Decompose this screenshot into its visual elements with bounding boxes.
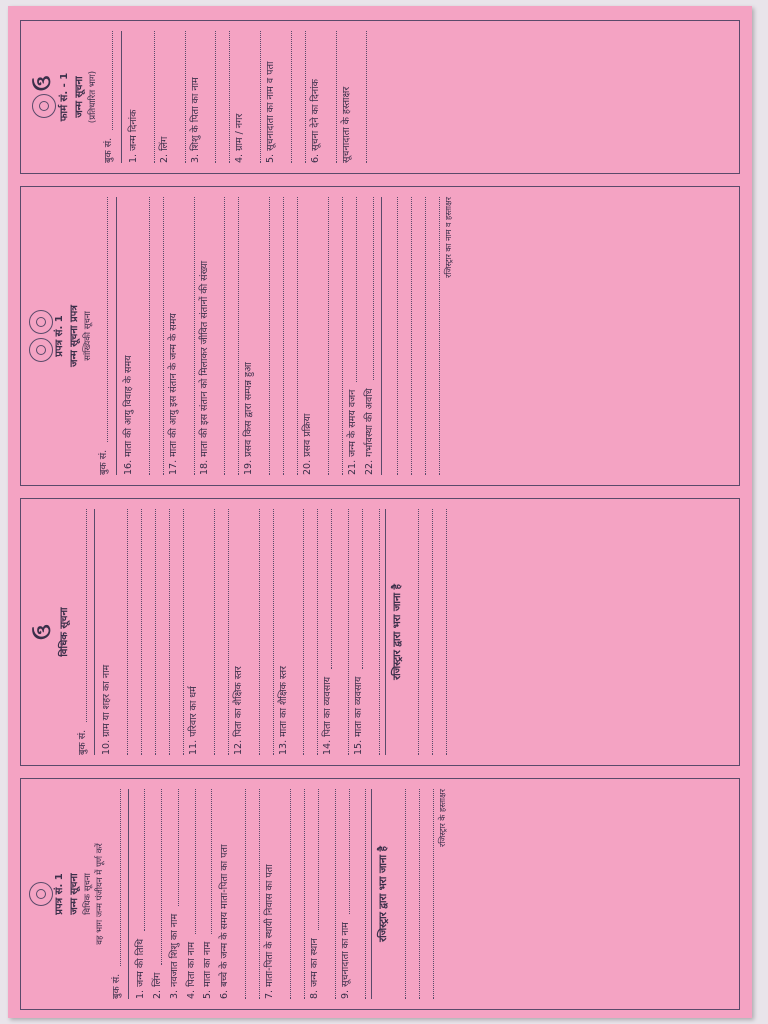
panel3-book-label: बुक सं.: [98, 449, 110, 475]
field-input[interactable]: [318, 197, 329, 475]
field-label: 1. जन्म की तिथि: [135, 938, 147, 999]
field-label: 17. माता की आयु इस संतान के जन्म के समय: [167, 313, 179, 475]
field-input[interactable]: [117, 509, 128, 755]
field-input[interactable]: [325, 789, 336, 999]
panel4-header: [29, 31, 99, 163]
panel1-subtitle: विधिक सूचना: [83, 873, 93, 915]
panel1-header: [29, 789, 107, 999]
panel3-header: [29, 197, 94, 475]
panel-legal-info-2: [20, 498, 740, 766]
field-input[interactable]: [263, 509, 274, 755]
panel1-fields: [134, 789, 366, 999]
field-input[interactable]: [401, 197, 412, 475]
panel4-fields: [127, 31, 367, 163]
panel4-subtitle: (प्रतिधारित भाग): [88, 70, 98, 124]
field-label: 22. गर्भावस्था की अवधि: [363, 388, 375, 475]
field-input[interactable]: [295, 31, 306, 163]
field-input[interactable]: [235, 789, 246, 999]
field-input[interactable]: [175, 31, 186, 163]
form-sheet: [8, 6, 752, 1018]
field-input[interactable]: [294, 789, 305, 999]
field-input[interactable]: [173, 509, 184, 755]
logo-swirl-icon: ઉ: [31, 624, 55, 640]
field-input[interactable]: [326, 31, 337, 163]
field-input[interactable]: [287, 197, 298, 475]
field-input[interactable]: [408, 509, 419, 755]
field-input[interactable]: [218, 509, 229, 755]
field-label: 3. नवजात शिशु का नाम: [168, 913, 180, 999]
field-input[interactable]: [250, 31, 261, 163]
panel2-footer: रजिस्ट्रार द्वारा भरा जाना है: [391, 584, 403, 680]
field-label: 8. जन्म का स्थान: [308, 938, 320, 999]
field-input[interactable]: [369, 509, 380, 755]
panel2-fields: [100, 509, 380, 755]
logo-swirl-icon: ઉ: [31, 75, 55, 91]
field-input[interactable]: [307, 509, 318, 755]
state-emblem-icon: [29, 310, 53, 334]
field-input[interactable]: [134, 789, 145, 931]
field-input[interactable]: [352, 509, 363, 669]
field-input[interactable]: [363, 197, 374, 380]
panel-counterfoil: [20, 20, 740, 174]
field-input[interactable]: [259, 197, 270, 475]
field-input[interactable]: [332, 197, 343, 475]
field-input[interactable]: [280, 789, 291, 999]
field-input[interactable]: [321, 509, 332, 669]
field-input[interactable]: [409, 789, 420, 999]
book-number-field[interactable]: [102, 31, 113, 130]
field-input[interactable]: [338, 509, 349, 755]
field-input[interactable]: [346, 197, 357, 382]
field-input[interactable]: [273, 197, 284, 475]
field-label: 9. सूचनादाता का नाम: [339, 922, 351, 999]
field-label: 6. सूचना देने का दिनांक: [309, 79, 321, 163]
field-input[interactable]: [308, 789, 319, 930]
field-label: 10. ग्राम या शहर का नाम: [101, 664, 113, 755]
field-label: 11. परिवार का धर्म: [188, 686, 200, 755]
panel2-book-label: बुक सं.: [76, 729, 88, 755]
field-input[interactable]: [293, 509, 304, 755]
panel4-title: जन्म सूचना: [73, 76, 85, 118]
panel3-fields: [122, 197, 376, 475]
field-label: 14. पिता का व्यवसाय: [322, 676, 334, 755]
field-input[interactable]: [281, 31, 292, 163]
panel4-book-label: बुक सं.: [103, 137, 115, 163]
field-input[interactable]: [131, 509, 142, 755]
field-label: 13. माता का शैक्षिक स्तर: [277, 666, 289, 755]
field-label: 4. पिता का नाम: [185, 941, 197, 999]
field-input[interactable]: [204, 509, 215, 755]
field-label: 5. सूचनादाता का नाम व पता: [265, 61, 277, 163]
field-input[interactable]: [214, 197, 225, 475]
field-input[interactable]: [159, 509, 170, 755]
panel3-subtitle: सांख्यिकी सूचना: [83, 311, 93, 361]
panel3-footer: रजिस्ट्रार का नाम व हस्ताक्षर: [444, 197, 454, 278]
panel-statistical-info: [20, 186, 740, 486]
field-input[interactable]: [355, 789, 366, 999]
registrar-signature-label: रजिस्ट्रार के हस्ताक्षर: [437, 789, 447, 847]
book-number-field[interactable]: [97, 197, 108, 442]
field-label: 2. लिंग: [158, 136, 170, 163]
field-input[interactable]: [415, 197, 426, 475]
field-input[interactable]: [339, 789, 350, 914]
field-input[interactable]: [205, 31, 216, 163]
field-label: 1. जन्म दिनांक: [128, 109, 140, 163]
field-label: 21. जन्म के समय वजन: [346, 389, 358, 475]
panel3-form-no: प्रपत्र सं. 1: [54, 315, 65, 357]
panel3-title: जन्म सूचना प्रपत्र: [68, 305, 80, 367]
field-label: 15. माता का व्यवसाय: [353, 676, 365, 755]
panel1-footer: रजिस्ट्रार द्वारा भरा जाना है: [378, 846, 390, 942]
field-input[interactable]: [151, 789, 162, 965]
panel4-form-no: फार्म सं. - 1: [59, 72, 70, 122]
panel1-note: वह भाग जन्म पंजीयन में पूर्ण करें: [95, 843, 106, 945]
panel2-title: विधिक सूचना: [59, 607, 70, 657]
panel1-form-no: प्रपत्र सं. 1: [54, 873, 65, 915]
panel2-header: [29, 509, 73, 755]
field-label: 7. माता-पिता के स्थायी निवास का पता: [263, 864, 275, 999]
field-input[interactable]: [436, 509, 447, 755]
field-label: 16. माता की आयु विवाह के समय: [123, 355, 135, 475]
panel-legal-info-1: [20, 778, 740, 1010]
field-label: 3. शिशु के पिता का नाम: [189, 77, 201, 163]
field-input[interactable]: [228, 197, 239, 475]
field-input[interactable]: [423, 789, 434, 999]
state-emblem-icon: [29, 882, 53, 906]
field-label: 4. ग्राम / नगर: [234, 113, 246, 163]
field-label: 6. बच्चे के जन्म के समय माता-पिता का पता: [219, 844, 231, 999]
field-input[interactable]: [144, 31, 155, 163]
field-input[interactable]: [249, 789, 260, 999]
field-input[interactable]: [219, 31, 230, 163]
field-input[interactable]: [168, 789, 179, 906]
field-label: 2. लिंग: [152, 972, 164, 999]
panel1-title: जन्म सूचना: [68, 873, 80, 915]
panel1-book-label: बुक सं.: [110, 973, 122, 999]
field-label: 18. माता की इस संतान को मिलाकर जीवित संतानों की संख्या: [198, 260, 210, 475]
field-input[interactable]: [356, 31, 367, 163]
field-input[interactable]: [153, 197, 164, 475]
national-emblem-icon: [29, 338, 53, 362]
form-canvas: [20, 20, 740, 1010]
field-label: सूचनादाता के हस्ताक्षर: [340, 86, 352, 163]
field-input[interactable]: [139, 197, 150, 475]
field-label: 19. प्रसव किस द्वारा सम्पन्न हुआ: [243, 362, 255, 475]
field-input[interactable]: [249, 509, 260, 755]
book-number-field[interactable]: [110, 789, 121, 966]
field-input[interactable]: [387, 197, 398, 475]
book-number-field[interactable]: [76, 509, 87, 722]
field-input[interactable]: [395, 789, 406, 999]
field-input[interactable]: [184, 197, 195, 475]
field-input[interactable]: [201, 789, 212, 934]
state-emblem-icon: [32, 94, 56, 118]
field-label: 5. माता का नाम: [202, 941, 214, 999]
field-label: 20. प्रसव प्रक्रिया: [302, 413, 314, 475]
field-input[interactable]: [429, 197, 440, 475]
field-label: 12. पिता का शैक्षिक स्तर: [232, 666, 244, 755]
field-input[interactable]: [422, 509, 433, 755]
field-input[interactable]: [145, 509, 156, 755]
field-input[interactable]: [185, 789, 196, 934]
